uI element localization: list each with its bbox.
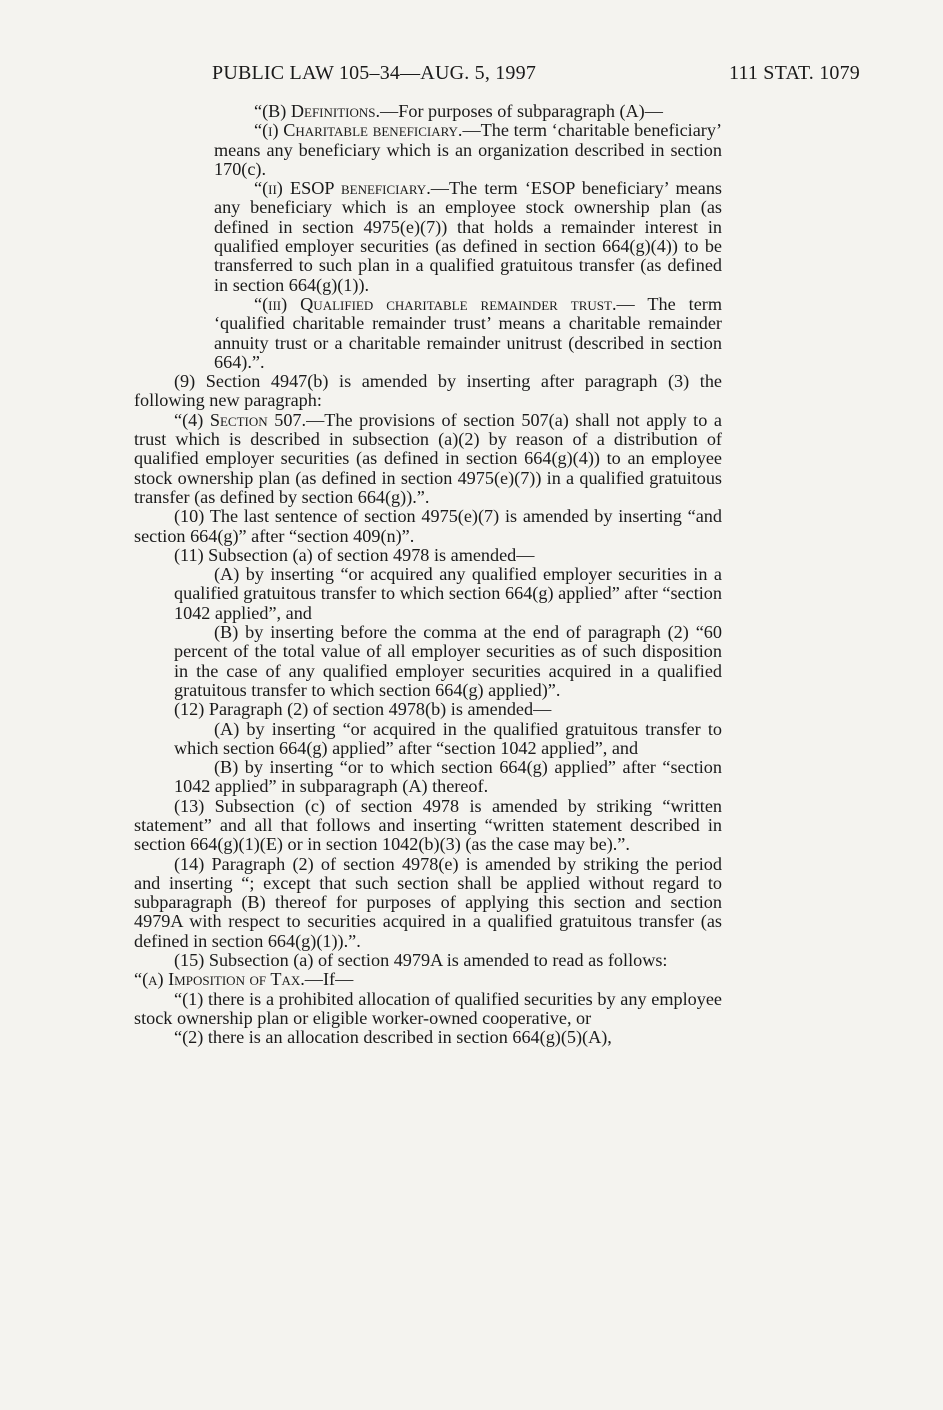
para-12-a [134,720,722,759]
para-15 [134,951,722,970]
para-15-a [134,970,722,989]
para-text: (B) by inserting before the comma at the end of paragraph (2) “60 percent of the total value of all employer securities as of such disposition in the case of any qualified employer securities acquired in a qualified gratuitous transfer to which section 664(g) applied)”. [174,622,722,700]
para-text: (13) Subsection (c) of section 4978 is amended by striking “written statement” and all that follows and inserting “written statement described in section 664(g)(1)(E) or in section 1042(b)(3) (as the case may be).”. [134,795,722,855]
para-9-4 [134,411,722,507]
para-text: (B) by inserting “or to which section 664(g) applied” after “section 1042 applied” in subparagraph (A) thereof. [174,757,722,797]
page-body [134,102,722,1048]
para-text: “(2) there is an allocation described in section 664(g)(5)(A), [174,1027,612,1048]
para-ii-esop [134,179,722,295]
para-text: —The provisions of section 507(a) shall not apply to a trust which is described in subsection (a)(2) by reason of a distribution of qualified employer securities (as defined in section 664(g)(4)) to an employee stock ownership plan (as defined in section 4975(e)(7)) in a qualified gratuitous transfer (as defined by section 664(g)).”. [134,409,722,507]
para-10 [134,507,722,546]
header-stat-page: 111 STAT. 1079 [728,62,860,84]
para-heading: “(B) Definitions. [254,101,381,121]
para-iii-qualified [134,295,722,372]
para-heading: “(a) Imposition of Tax. [134,969,305,990]
para-text: (11) Subsection (a) of section 4978 is amended— [174,544,535,565]
header-public-law: PUBLIC LAW 105–34—AUG. 5, 1997 [212,62,537,84]
para-i-charitable [134,121,722,179]
para-9 [134,372,722,411]
para-text: (14) Paragraph (2) of section 4978(e) is amended by striking the period and inserting “; except that such section shall be applied without regard to subparagraph (B) thereof for purposes of applying this section and section 4979A with respect to securities acquired in a qualified gratuitous transfer (as defined in section 664(g)(1)).”. [134,853,722,951]
para-heading: “(iii) Qualified charitable remainder trust. [254,293,617,314]
para-12 [134,700,722,719]
para-13 [134,797,722,855]
para-text: —The term ‘ESOP beneficiary’ means any beneficiary which is an employee stock ownership plan (as defined in section 4975(e)(7)) that holds a remainder interest in qualified employer securities (as defined in section 664(g)(4)) to be transferred to such plan in a qualified gratuitous transfer (as defined in section 664(g)(1)). [214,178,723,295]
para-15-a2 [134,1028,722,1047]
para-11-a [134,565,722,623]
para-14 [134,855,722,951]
para-11-b [134,623,722,700]
para-text: — The term ‘qualified charitable remainder trust’ means a charitable remainder annuity trust or a charitable remainder unitrust (described in section 664).”. [214,293,722,372]
para-heading: “(ii) ESOP beneficiary. [254,178,431,199]
para-text: (12) Paragraph (2) of section 4978(b) is amended— [174,699,552,720]
para-text: —The term ‘charitable beneficiary’ means any beneficiary which is an organization described in section 170(c). [214,120,722,179]
para-12-b [134,758,722,797]
para-text: “(1) there is a prohibited allocation of qualified securities by any employee stock ownership plan or eligible worker-owned cooperative, or [134,988,722,1028]
para-b-definitions [134,102,722,121]
para-text: (9) Section 4947(b) is amended by inserting after paragraph (3) the following new paragraph: [134,371,722,411]
para-15-a1 [134,990,722,1029]
para-text: (A) by inserting “or acquired any qualified employer securities in a qualified gratuitous transfer to which section 664(g) applied” after “section 1042 applied”, and [174,564,722,623]
para-11 [134,546,722,565]
para-heading: “(4) Section 507. [174,409,307,430]
para-heading: “(i) Charitable beneficiary. [254,120,463,141]
para-text: (15) Subsection (a) of section 4979A is amended to read as follows: [174,950,668,971]
para-text: (A) by inserting “or acquired in the qualified gratuitous transfer to which section 664(g) applied” after “section 1042 applied”, and [174,718,722,758]
para-text: —If— [304,969,354,990]
para-text: —For purposes of subparagraph (A)— [380,101,663,121]
para-text: (10) The last sentence of section 4975(e)(7) is amended by inserting “and section 664(g)” after “section 409(n)”. [134,506,722,546]
